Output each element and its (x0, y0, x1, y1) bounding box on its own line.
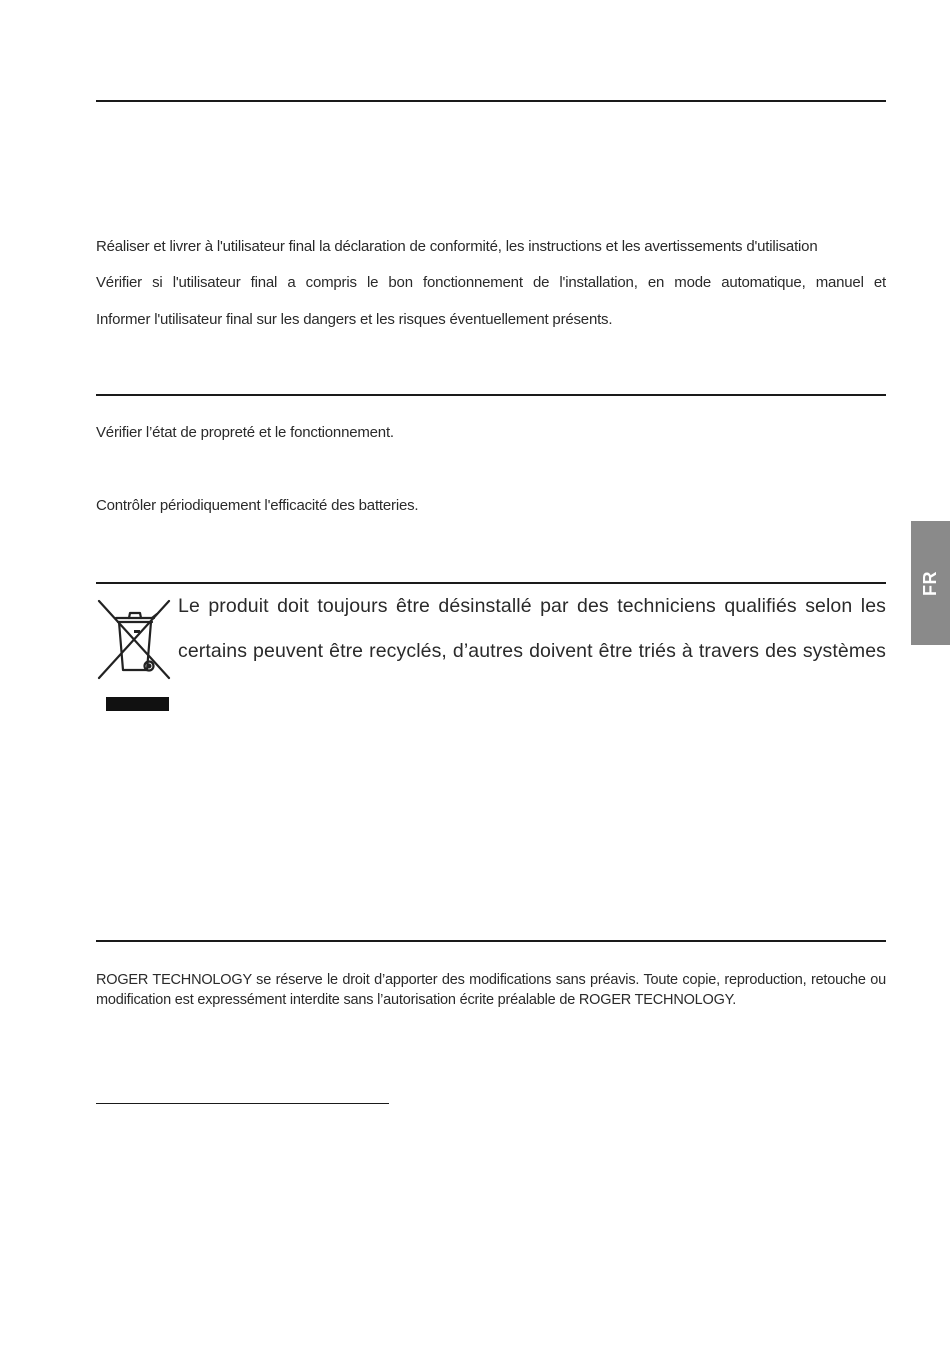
section-divider-maintenance (96, 394, 886, 396)
weee-crossed-bin-icon (96, 596, 176, 716)
commissioning-line-1: Réaliser et livrer à l'utilisateur final la déclaration de conformité, les instructions et les avertissements d'utilisation (96, 238, 818, 255)
legal-notice: ROGER TECHNOLOGY se réserve le droit d’apporter des modifications sans préavis. Toute copie, reproduction, retouche ou modification est expressément interdite sans l’autorisation écrite préalable de ROGER TECHNOLOGY. (96, 972, 886, 1008)
footnote-divider (96, 1103, 389, 1104)
commissioning-line-3: Informer l'utilisateur final sur les dangers et les risques éventuellement présents. (96, 311, 613, 328)
disposal-line-2: certains peuvent être recyclés, d’autres doivent être triés à travers des systèmes (178, 640, 886, 662)
commissioning-line-2: Vérifier si l'utilisateur final a compris le bon fonctionnement de l'installation, en mode automatique, manuel et (96, 274, 886, 291)
disposal-line-1: Le produit doit toujours être désinstallé par des techniciens qualifiés selon les (178, 595, 886, 617)
language-tab-label: FR (920, 570, 940, 596)
maintenance-line-2: Contrôler périodiquement l'efficacité des batteries. (96, 497, 419, 514)
maintenance-line-1: Vérifier l’état de propreté et le fonctionnement. (96, 424, 394, 441)
language-tab (911, 521, 950, 645)
section-divider-top (96, 100, 886, 102)
section-divider-notice (96, 940, 886, 942)
section-divider-disposal (96, 582, 886, 584)
